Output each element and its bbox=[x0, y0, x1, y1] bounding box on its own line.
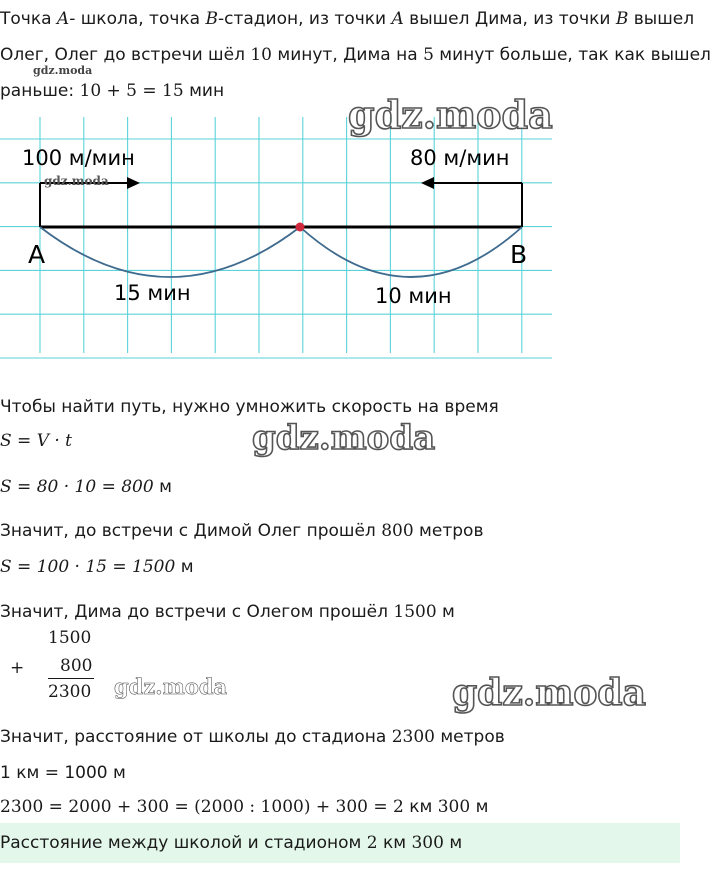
answer-box bbox=[0, 823, 680, 863]
intro-line-2: Олег, Олег до встречи шёл 10 минут, Дима на 5 минут больше, так как вышел bbox=[0, 45, 711, 65]
watermark-3: gdz.moda bbox=[114, 674, 228, 699]
intro-line-1: Точка A- школа, точка B-стадион, из точки A вышел Дима, из точки B вышел bbox=[0, 9, 695, 29]
sum-plus: + bbox=[10, 658, 25, 678]
left-arrowhead bbox=[127, 177, 140, 189]
solution-intro: Чтобы найти путь, нужно умножить скорость на время bbox=[0, 397, 499, 417]
meeting-point bbox=[296, 223, 305, 232]
watermark-1: gdz.moda bbox=[348, 92, 553, 137]
watermark-4: gdz.moda bbox=[452, 672, 646, 714]
right-time-label: 10 мин bbox=[375, 284, 452, 308]
formula-dima: S = 100 · 15 = 1500 м bbox=[0, 557, 194, 577]
statement-distance: Значит, расстояние от школы до стадиона 2300 метров bbox=[0, 727, 505, 747]
formula-s-vt: S = V · t bbox=[0, 431, 73, 451]
answer-text: Расстояние между школой и стадионом 2 км 300 м bbox=[0, 833, 463, 853]
diagram bbox=[0, 117, 560, 357]
left-time-label: 15 мин bbox=[114, 281, 191, 305]
unit-conversion: 1 км = 1000 м bbox=[0, 763, 126, 783]
right-time-arc bbox=[300, 227, 522, 277]
formula-oleg: S = 80 · 10 = 800 м bbox=[0, 477, 172, 497]
watermark-diagram: gdz.moda bbox=[44, 174, 109, 188]
watermark-small: gdz.moda bbox=[33, 64, 93, 77]
sum-top: 1500 bbox=[48, 628, 92, 648]
right-arrowhead bbox=[421, 177, 434, 189]
watermark-2: gdz.moda bbox=[252, 418, 436, 458]
point-b-label: B bbox=[510, 240, 528, 269]
sum-line bbox=[48, 678, 94, 679]
sum-result: 2300 bbox=[48, 682, 92, 702]
left-time-arc bbox=[40, 227, 300, 277]
formula-conversion: 2300 = 2000 + 300 = (2000 : 1000) + 300 = 2 км 300 м bbox=[0, 797, 489, 817]
statement-dima: Значит, Дима до встречи с Олегом прошёл 1500 м bbox=[0, 602, 455, 622]
left-speed-label: 100 м/мин bbox=[22, 146, 135, 170]
sum-mid: 800 bbox=[60, 656, 93, 676]
right-speed-label: 80 м/мин bbox=[410, 146, 510, 170]
point-a-label: A bbox=[28, 240, 46, 269]
intro-line-3: раньше: 10 + 5 = 15 мин bbox=[0, 81, 225, 101]
statement-oleg: Значит, до встречи с Димой Олег прошёл 800 метров bbox=[0, 521, 484, 541]
column-addition bbox=[10, 628, 110, 708]
